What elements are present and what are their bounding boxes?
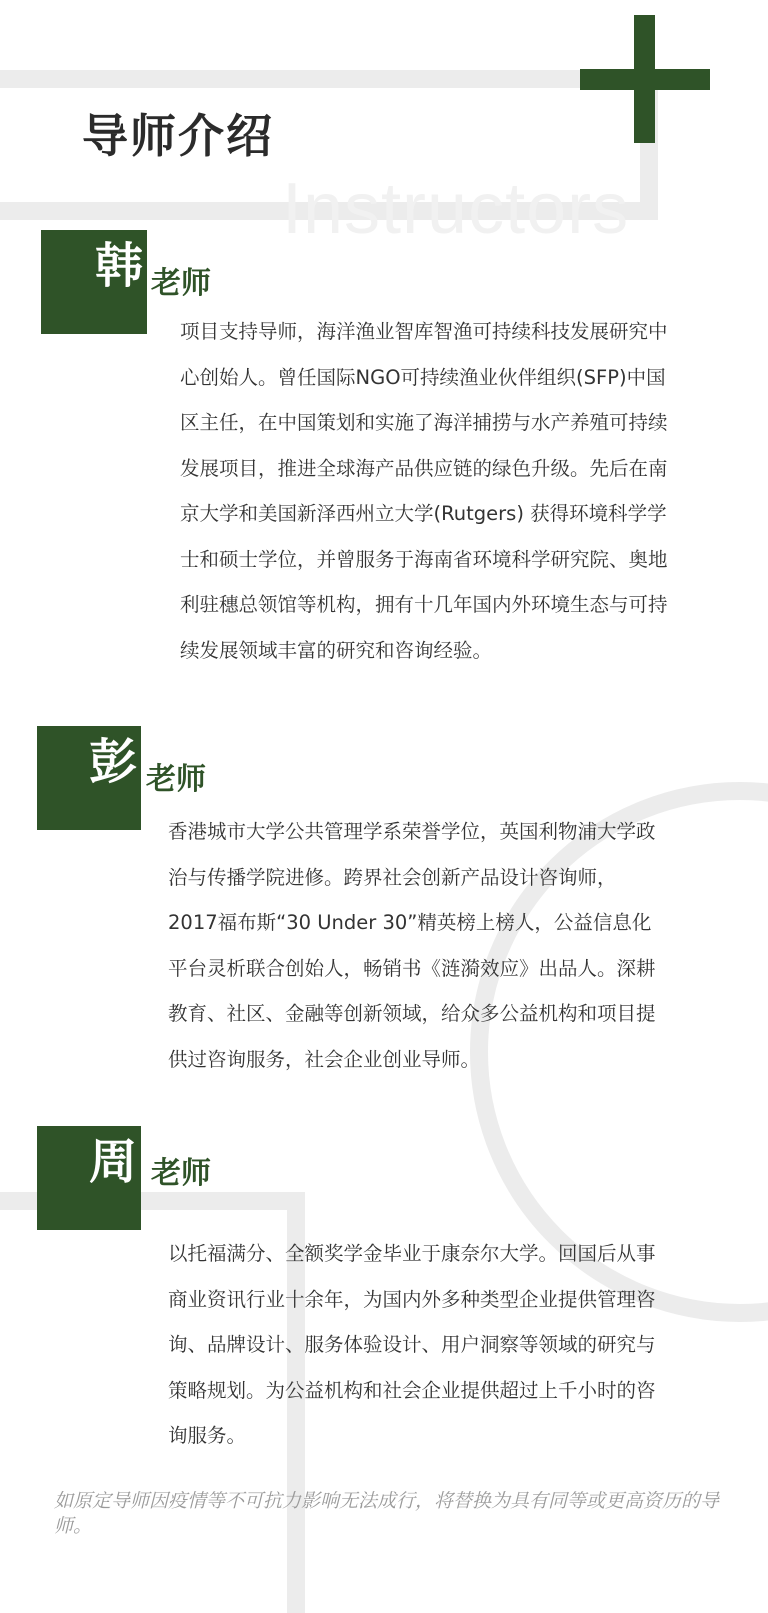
page-title: 导师介绍 bbox=[82, 109, 274, 163]
mentor-honorific: 老师 bbox=[151, 1156, 211, 1191]
mentor-surname: 韩 bbox=[94, 238, 143, 294]
mentor-bio: 香港城市大学公共管理学系荣誉学位，英国利物浦大学政治与传播学院进修。跨界社会创新产品设计咨询师，2017福布斯“30 Under 30”精英榜上榜人，公益信息化平台灵析联合创始人，畅销书《涟漪效应》出品人。深耕教育、社区、金融等创新领域，给众多公益机构和项目提供过咨询服务，社会企业创业导师。 bbox=[168, 820, 656, 1071]
mentor-surname: 彭 bbox=[88, 734, 137, 790]
mentor-bio: 以托福满分、全额奖学金毕业于康奈尔大学。回国后从事商业资讯行业十余年，为国内外多种类型企业提供管理咨询、品牌设计、服务体验设计、用户洞察等领域的研究与策略规划。为公益机构和社会企业提供超过上千小时的咨询服务。 bbox=[168, 1242, 656, 1447]
frame-top-line bbox=[0, 70, 660, 88]
mentor-bio: 项目支持导师，海洋渔业智库智渔可持续科技发展研究中心创始人。曾任国际NGO可持续渔业伙伴组织(SFP)中国区主任，在中国策划和实施了海洋捕捞与水产养殖可持续发展项目，推进全球海产品供应链的绿色升级。先后在南京大学和美国新泽西州立大学(Rutgers) 获得环境科学学士和硕士学位，并曾服务于海南省环境科学研究院、奥地利驻穗总领馆等机构，拥有十几年国内外环境生态与可持续发展领域丰富的研究和咨询经验。 bbox=[180, 320, 668, 662]
mentor-surname: 周 bbox=[88, 1134, 137, 1190]
mentor-honorific: 老师 bbox=[151, 266, 211, 301]
mentor-name-block bbox=[41, 230, 147, 334]
plus-icon-horizontal bbox=[580, 69, 710, 90]
watermark-text: Instructors bbox=[282, 169, 630, 249]
mentor-name-block bbox=[37, 726, 141, 830]
mentor-name-block bbox=[37, 1126, 141, 1230]
disclaimer-note: 如原定导师因疫情等不可抗力影响无法成行，将替换为具有同等或更高资历的导师。 bbox=[54, 1490, 720, 1537]
mentor-honorific: 老师 bbox=[146, 762, 206, 797]
